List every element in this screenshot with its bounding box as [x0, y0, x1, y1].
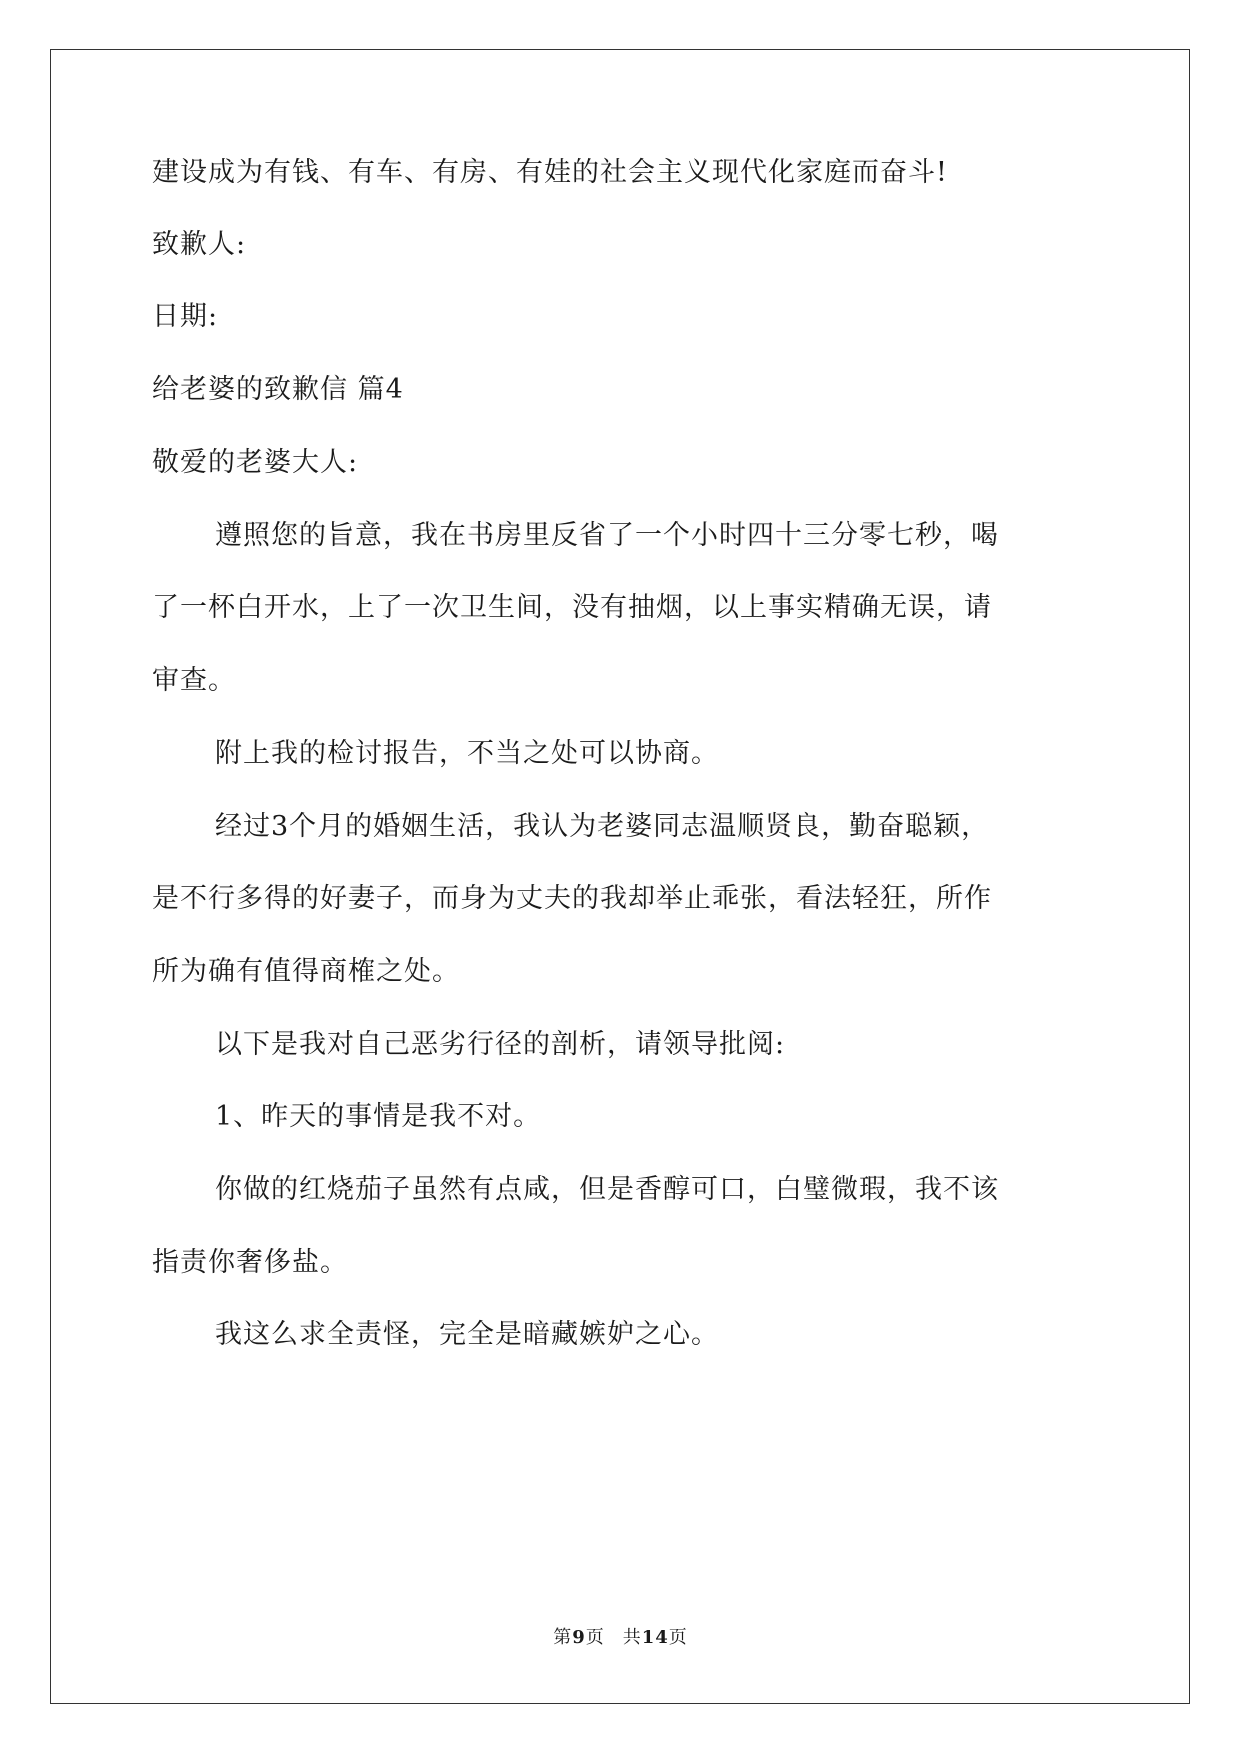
text-line: 建设成为有钱、有车、有房、有娃的社会主义现代化家庭而奋斗! — [152, 157, 948, 188]
paragraph-line: 遵照您的旨意，我在书房里反省了一个小时四十三分零七秒，喝 — [215, 520, 999, 551]
page-prefix: 第 — [553, 1627, 573, 1648]
total-prefix: 共 — [622, 1627, 642, 1648]
paragraph-line: 经过3个月的婚姻生活，我认为老婆同志温顺贤良，勤奋聪颖， — [215, 811, 990, 842]
paragraph-line: 我这么求全责怪，完全是暗藏嫉妒之心。 — [215, 1319, 719, 1350]
paragraph-line: 是不行多得的好妻子，而身为丈夫的我却举止乖张，看法轻狂，所作 — [152, 883, 992, 914]
signature-label: 致歉人: — [152, 229, 247, 260]
total-page-count: 14 — [641, 1627, 669, 1648]
total-suffix: 页 — [668, 1627, 688, 1648]
paragraph-line: 你做的红烧茄子虽然有点咸，但是香醇可口，白璧微瑕，我不该 — [215, 1174, 999, 1205]
salutation: 敬爱的老婆大人: — [152, 447, 359, 478]
paragraph-line: 附上我的检讨报告，不当之处可以协商。 — [215, 738, 719, 769]
page-border — [50, 49, 1190, 1704]
paragraph-line: 指责你奢侈盐。 — [152, 1247, 348, 1278]
paragraph-line: 了一杯白开水，上了一次卫生间，没有抽烟，以上事实精确无误，请 — [152, 592, 992, 623]
page-footer — [0, 1627, 1241, 1649]
current-page-number: 9 — [572, 1627, 586, 1648]
paragraph-line: 审查。 — [152, 665, 236, 696]
page-suffix: 页 — [585, 1627, 605, 1648]
date-label: 日期: — [152, 301, 219, 332]
section-heading: 给老婆的致歉信 篇4 — [152, 374, 404, 405]
paragraph-line: 以下是我对自己恶劣行径的剖析，请领导批阅: — [215, 1029, 786, 1060]
paragraph-line: 所为确有值得商榷之处。 — [152, 956, 460, 987]
list-item: 1、昨天的事情是我不对。 — [215, 1101, 542, 1132]
